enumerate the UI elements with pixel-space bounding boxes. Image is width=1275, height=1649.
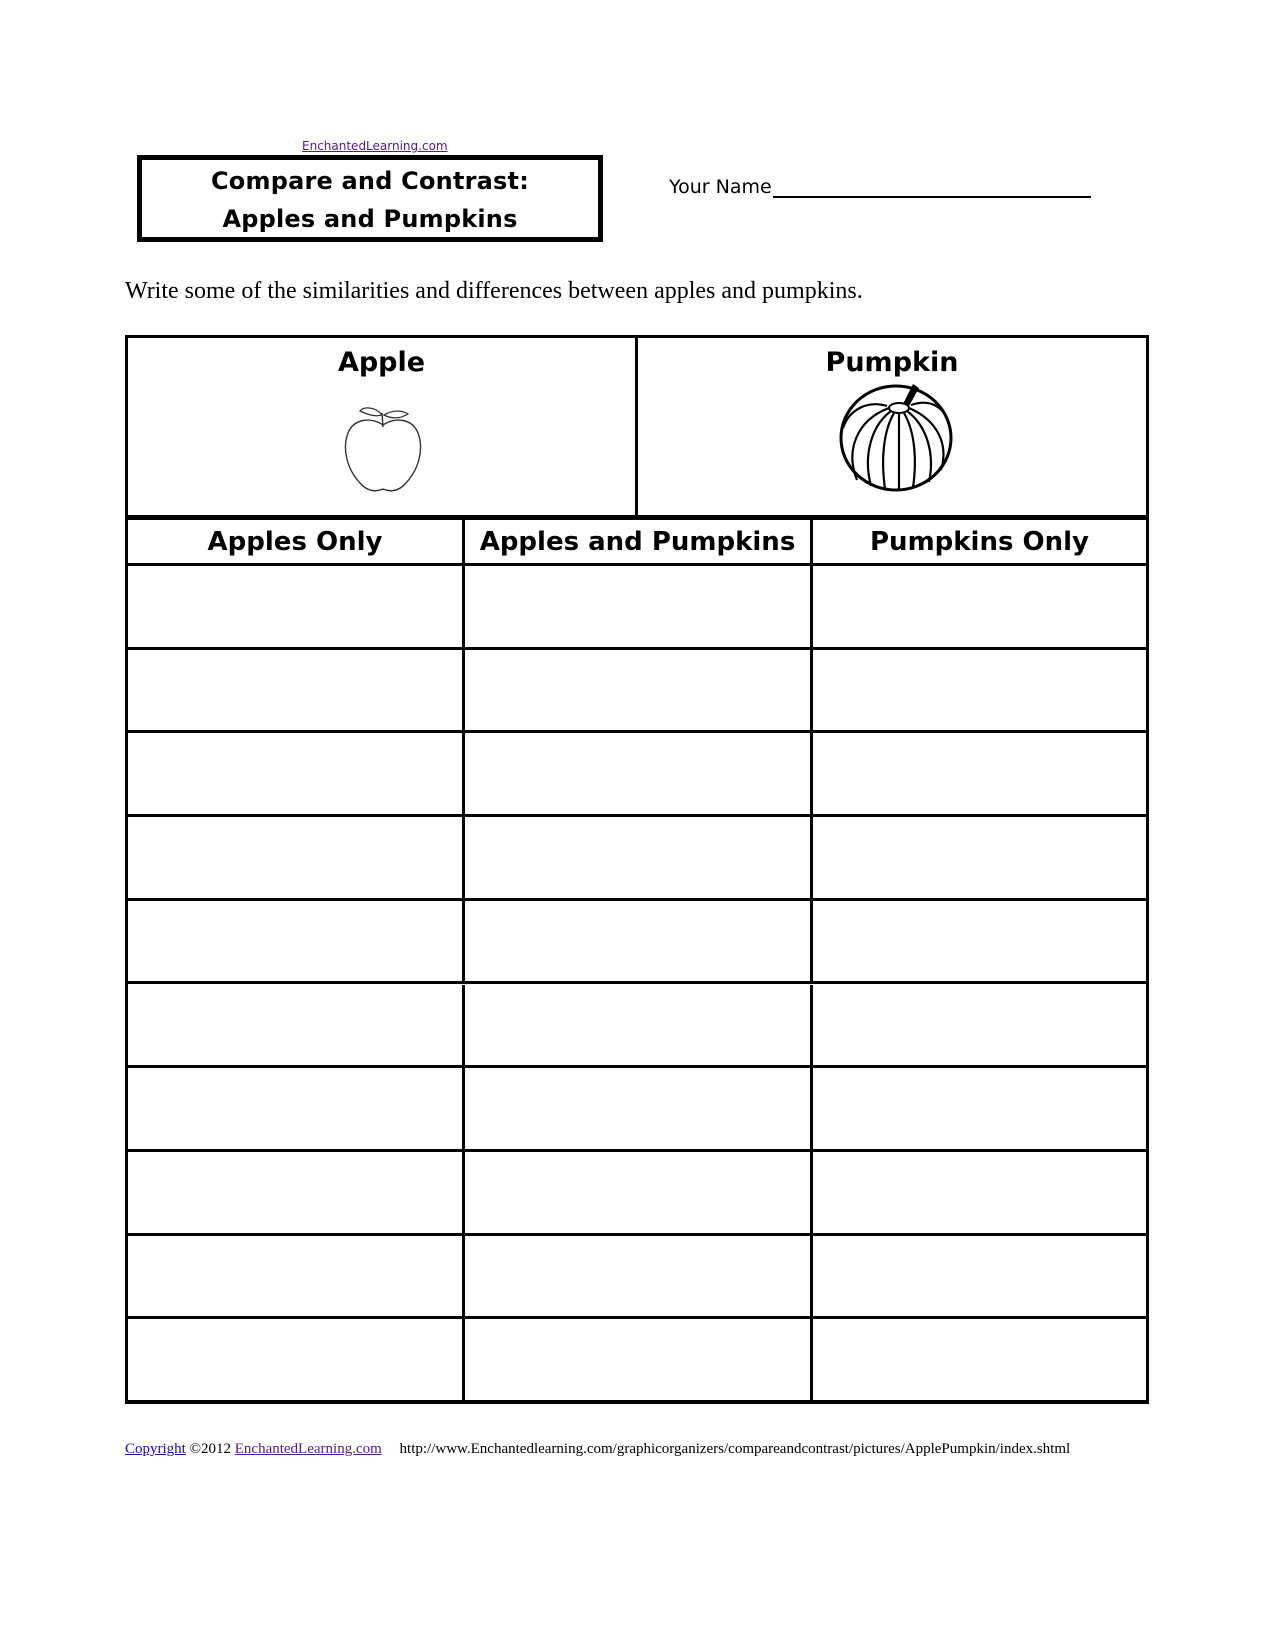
answer-cell-apples-only[interactable]	[128, 650, 465, 731]
page-title-line1: Compare and Contrast:	[210, 167, 530, 195]
answer-cell-pumpkins-only[interactable]	[813, 1319, 1146, 1403]
page-title-line2: Apples and Pumpkins	[222, 205, 518, 233]
answer-row	[128, 901, 1146, 985]
answer-cell-apples-and-pumpkins[interactable]	[465, 1319, 813, 1403]
your-name-blank[interactable]	[773, 176, 1091, 198]
page-url: http://www.Enchantedlearning.com/graphicorganizers/compareandcontrast/pictures/ApplePumpkin/index.shtml	[399, 1441, 1071, 1457]
answer-cell-apples-and-pumpkins[interactable]	[465, 985, 813, 1066]
answer-cell-pumpkins-only[interactable]	[813, 650, 1146, 731]
answer-cell-pumpkins-only[interactable]	[813, 1236, 1146, 1317]
answer-cell-pumpkins-only[interactable]	[813, 817, 1146, 898]
column-header-pumpkins-only: Pumpkins Only	[870, 527, 1089, 557]
answer-cell-apples-and-pumpkins[interactable]	[465, 1236, 813, 1317]
answer-cell-apples-only[interactable]	[128, 1068, 465, 1149]
column-header-apples-and-pumpkins: Apples and Pumpkins	[465, 520, 813, 563]
pumpkin-label: Pumpkin	[825, 347, 959, 378]
answer-cell-apples-and-pumpkins[interactable]	[465, 1068, 813, 1149]
answer-cell-apples-only[interactable]	[128, 1319, 465, 1403]
answer-cell-apples-and-pumpkins[interactable]	[465, 1152, 813, 1233]
apple-cell	[128, 338, 638, 515]
answer-cell-apples-only[interactable]	[128, 901, 465, 982]
answer-row	[128, 650, 1146, 734]
title-box	[137, 155, 603, 242]
answer-cell-apples-only[interactable]	[128, 733, 465, 814]
your-name-label: Your Name	[669, 176, 772, 198]
answer-cell-apples-only[interactable]	[128, 566, 465, 647]
answer-cell-apples-and-pumpkins[interactable]	[465, 650, 813, 731]
answer-row	[128, 1152, 1146, 1236]
answer-cell-apples-and-pumpkins[interactable]	[465, 901, 813, 982]
answer-cell-pumpkins-only[interactable]	[813, 733, 1146, 814]
answer-cell-apples-only[interactable]	[128, 1152, 465, 1233]
answer-row	[128, 985, 1146, 1069]
answer-row	[128, 733, 1146, 817]
footer-site-link[interactable]: EnchantedLearning.com	[234, 1441, 382, 1457]
answer-cell-pumpkins-only[interactable]	[813, 1152, 1146, 1233]
fruit-header-row	[128, 338, 1146, 520]
answer-cell-apples-and-pumpkins[interactable]	[465, 566, 813, 647]
column-header-row	[128, 520, 1146, 566]
answer-cell-apples-only[interactable]	[128, 1236, 465, 1317]
answer-row	[128, 817, 1146, 901]
answer-row	[128, 1319, 1146, 1403]
answer-row	[128, 1068, 1146, 1152]
answer-cell-pumpkins-only[interactable]	[813, 901, 1146, 982]
compare-table	[125, 335, 1149, 1404]
instruction-text: Write some of the similarities and differences between apples and pumpkins.	[125, 278, 863, 304]
answer-cell-apples-and-pumpkins[interactable]	[465, 733, 813, 814]
copyright-year: ©2012	[189, 1441, 231, 1457]
answer-row	[128, 1236, 1146, 1320]
site-link-header[interactable]: EnchantedLearning.com	[302, 139, 448, 153]
pumpkin-cell	[638, 338, 1146, 515]
answer-cell-apples-and-pumpkins[interactable]	[465, 817, 813, 898]
footer	[125, 1441, 1070, 1458]
pumpkin-icon	[837, 380, 955, 492]
column-header-apples-only: Apples Only	[128, 520, 465, 563]
apple-label: Apple	[337, 347, 426, 378]
answer-row	[128, 566, 1146, 650]
copyright-link[interactable]: Copyright	[125, 1441, 186, 1457]
your-name-field	[669, 176, 1091, 198]
apple-icon	[342, 405, 424, 495]
answer-cell-pumpkins-only[interactable]	[813, 1068, 1146, 1149]
answer-cell-apples-only[interactable]	[128, 985, 465, 1066]
answer-cell-pumpkins-only[interactable]	[813, 985, 1146, 1066]
answer-cell-apples-only[interactable]	[128, 817, 465, 898]
answer-grid	[128, 520, 1146, 1400]
answer-cell-pumpkins-only[interactable]	[813, 566, 1146, 647]
